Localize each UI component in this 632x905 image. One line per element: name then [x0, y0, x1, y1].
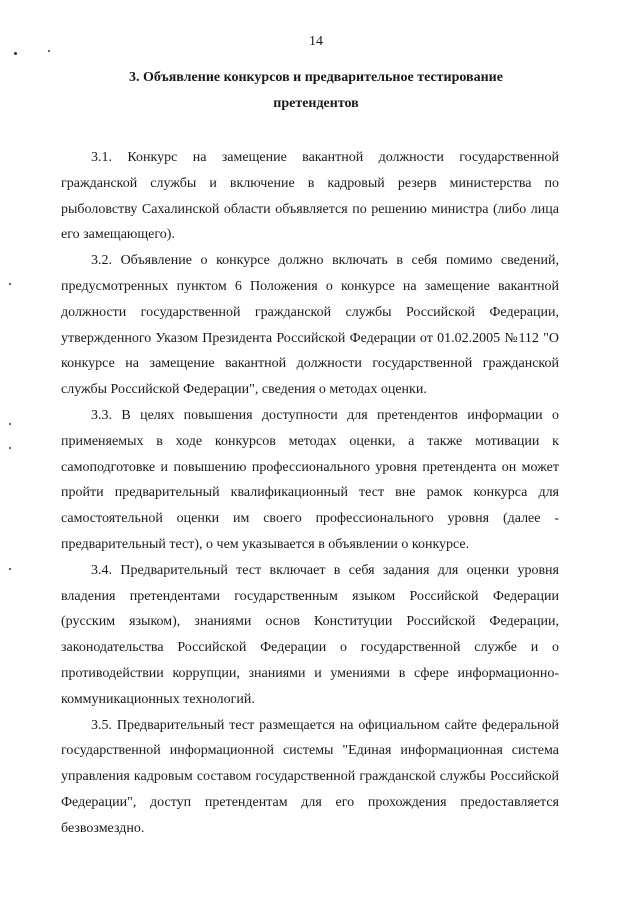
scan-speck — [48, 50, 50, 52]
scan-speck — [9, 283, 11, 285]
paragraph-3-4: 3.4. Предварительный тест включает в себя задания для оценки уровня владения претендентами государственным языком Российской Федерации (русским языком), знаниями основ Конституции Российской Федерации, законодательства Российской Федерации о государственной службе и о противодействии коррупции, знаниями и умениями в сфере информационно-коммуникационных технологий. — [61, 562, 559, 707]
paragraph-3-5: 3.5. Предварительный тест размещается на официальном сайте федеральной государственной информационной системы "Единая информационная система управления кадровым составом государственной гражданской службы Российской Федерации", доступ претендентам для его прохождения предоставляется безвозмездно. — [61, 717, 559, 836]
section-heading-line-2: претендентов — [273, 96, 359, 111]
page-number: 14 — [309, 34, 323, 49]
scan-speck — [9, 423, 11, 425]
scan-speck — [9, 447, 11, 449]
scan-speck — [14, 52, 17, 55]
scan-speck — [9, 568, 11, 570]
section-heading-line-1: 3. Объявление конкурсов и предварительное тестирование — [129, 70, 503, 85]
paragraph-3-3: 3.3. В целях повышения доступности для претендентов информации о применяемых в ходе конкурсов методах оценки, а также мотивации к самоподготовке и повышению профессионального уровня претендента он может пройти предварительный квалификационный тест вне рамок конкурса для самостоятельной оценки им своего профессионального уровня (далее - предварительный тест), о чем указывается в объявлении о конкурсе. — [61, 407, 559, 552]
section-heading — [60, 65, 572, 117]
paragraph-3-1: 3.1. Конкурс на замещение вакантной должности государственной гражданской службы и включение в кадровый резерв министерства по рыболовству Сахалинской области объявляется по решению министра (либо лица его замещающего). — [61, 150, 559, 243]
paragraph-3-2: 3.2. Объявление о конкурсе должно включать в себя помимо сведений, предусмотренных пунктом 6 Положения о конкурсе на замещение вакантной должности государственной гражданской службы Российской Федерации, утвержденного Указом Президента Российской Федерации от 01.02.2005 №112 "О конкурсе на замещение вакантной должности государственной гражданской службы Российской Федерации", сведения о методах оценки. — [61, 253, 559, 398]
document-body — [61, 145, 559, 842]
